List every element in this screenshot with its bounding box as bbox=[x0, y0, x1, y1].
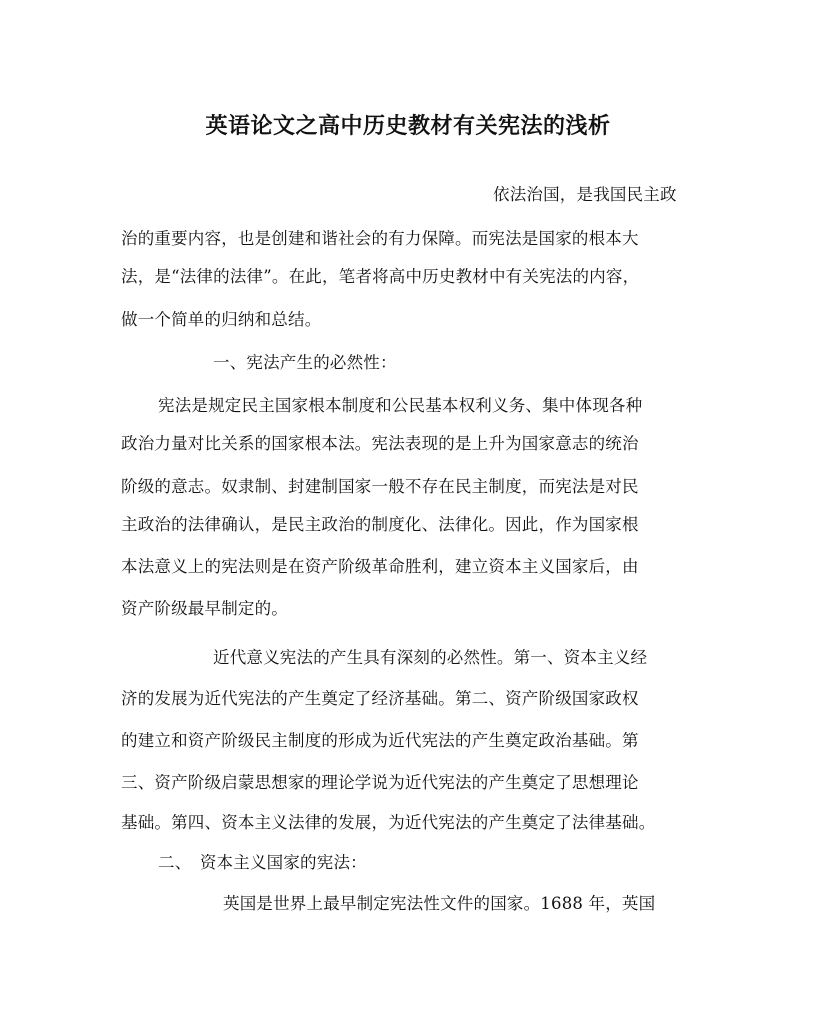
paragraph-3-line: 基础。第四、资本主义法律的发展，为近代宪法的产生奠定了法律基础。 bbox=[121, 813, 656, 832]
paragraph-2-line: 宪法是规定民主国家根本制度和公民基本权利义务、集中体现各种 bbox=[158, 396, 643, 415]
section-heading-2: 二、 资本主义国家的宪法： bbox=[158, 853, 367, 872]
paragraph-3-line: 近代意义宪法的产生具有深刻的必然性。第一、资本主义经 bbox=[213, 648, 648, 667]
paragraph-2-line: 资产阶级最早制定的。 bbox=[121, 599, 288, 618]
section-heading-1: 一、宪法产生的必然性： bbox=[213, 353, 397, 372]
paragraph-4-line: 英国是世界上最早制定宪法性文件的国家。1688 年，英国 bbox=[223, 894, 656, 913]
paragraph-1-line: 治的重要内容，也是创建和谐社会的有力保障。而宪法是国家的根本大 bbox=[121, 229, 639, 248]
document-title: 英语论文之高中历史教材有关宪法的浅析 bbox=[205, 113, 611, 139]
paragraph-3-line: 三、资产阶级启蒙思想家的理论学说为近代宪法的产生奠定了思想理论 bbox=[121, 773, 639, 792]
paragraph-2-line: 政治力量对比关系的国家根本法。宪法表现的是上升为国家意志的统治 bbox=[121, 434, 639, 453]
paragraph-3-line: 济的发展为近代宪法的产生奠定了经济基础。第二、资产阶级国家政权 bbox=[121, 689, 639, 708]
paragraph-2-line: 主政治的法律确认，是民主政治的制度化、法律化。因此，作为国家根 bbox=[121, 515, 639, 534]
paragraph-1-line: 做一个简单的归纳和总结。 bbox=[121, 310, 322, 329]
paragraph-2-line: 阶级的意志。奴隶制、封建制国家一般不存在民主制度，而宪法是对民 bbox=[121, 477, 639, 496]
paragraph-1-line: 依法治国，是我国民主政 bbox=[493, 185, 677, 204]
paragraph-1-line: 法，是“法律的法律”。在此，笔者将高中历史教材中有关宪法的内容， bbox=[121, 267, 640, 286]
paragraph-3-line: 的建立和资产阶级民主制度的形成为近代宪法的产生奠定政治基础。第 bbox=[121, 731, 639, 750]
paragraph-2-line: 本法意义上的宪法则是在资产阶级革命胜利，建立资本主义国家后，由 bbox=[121, 557, 639, 576]
